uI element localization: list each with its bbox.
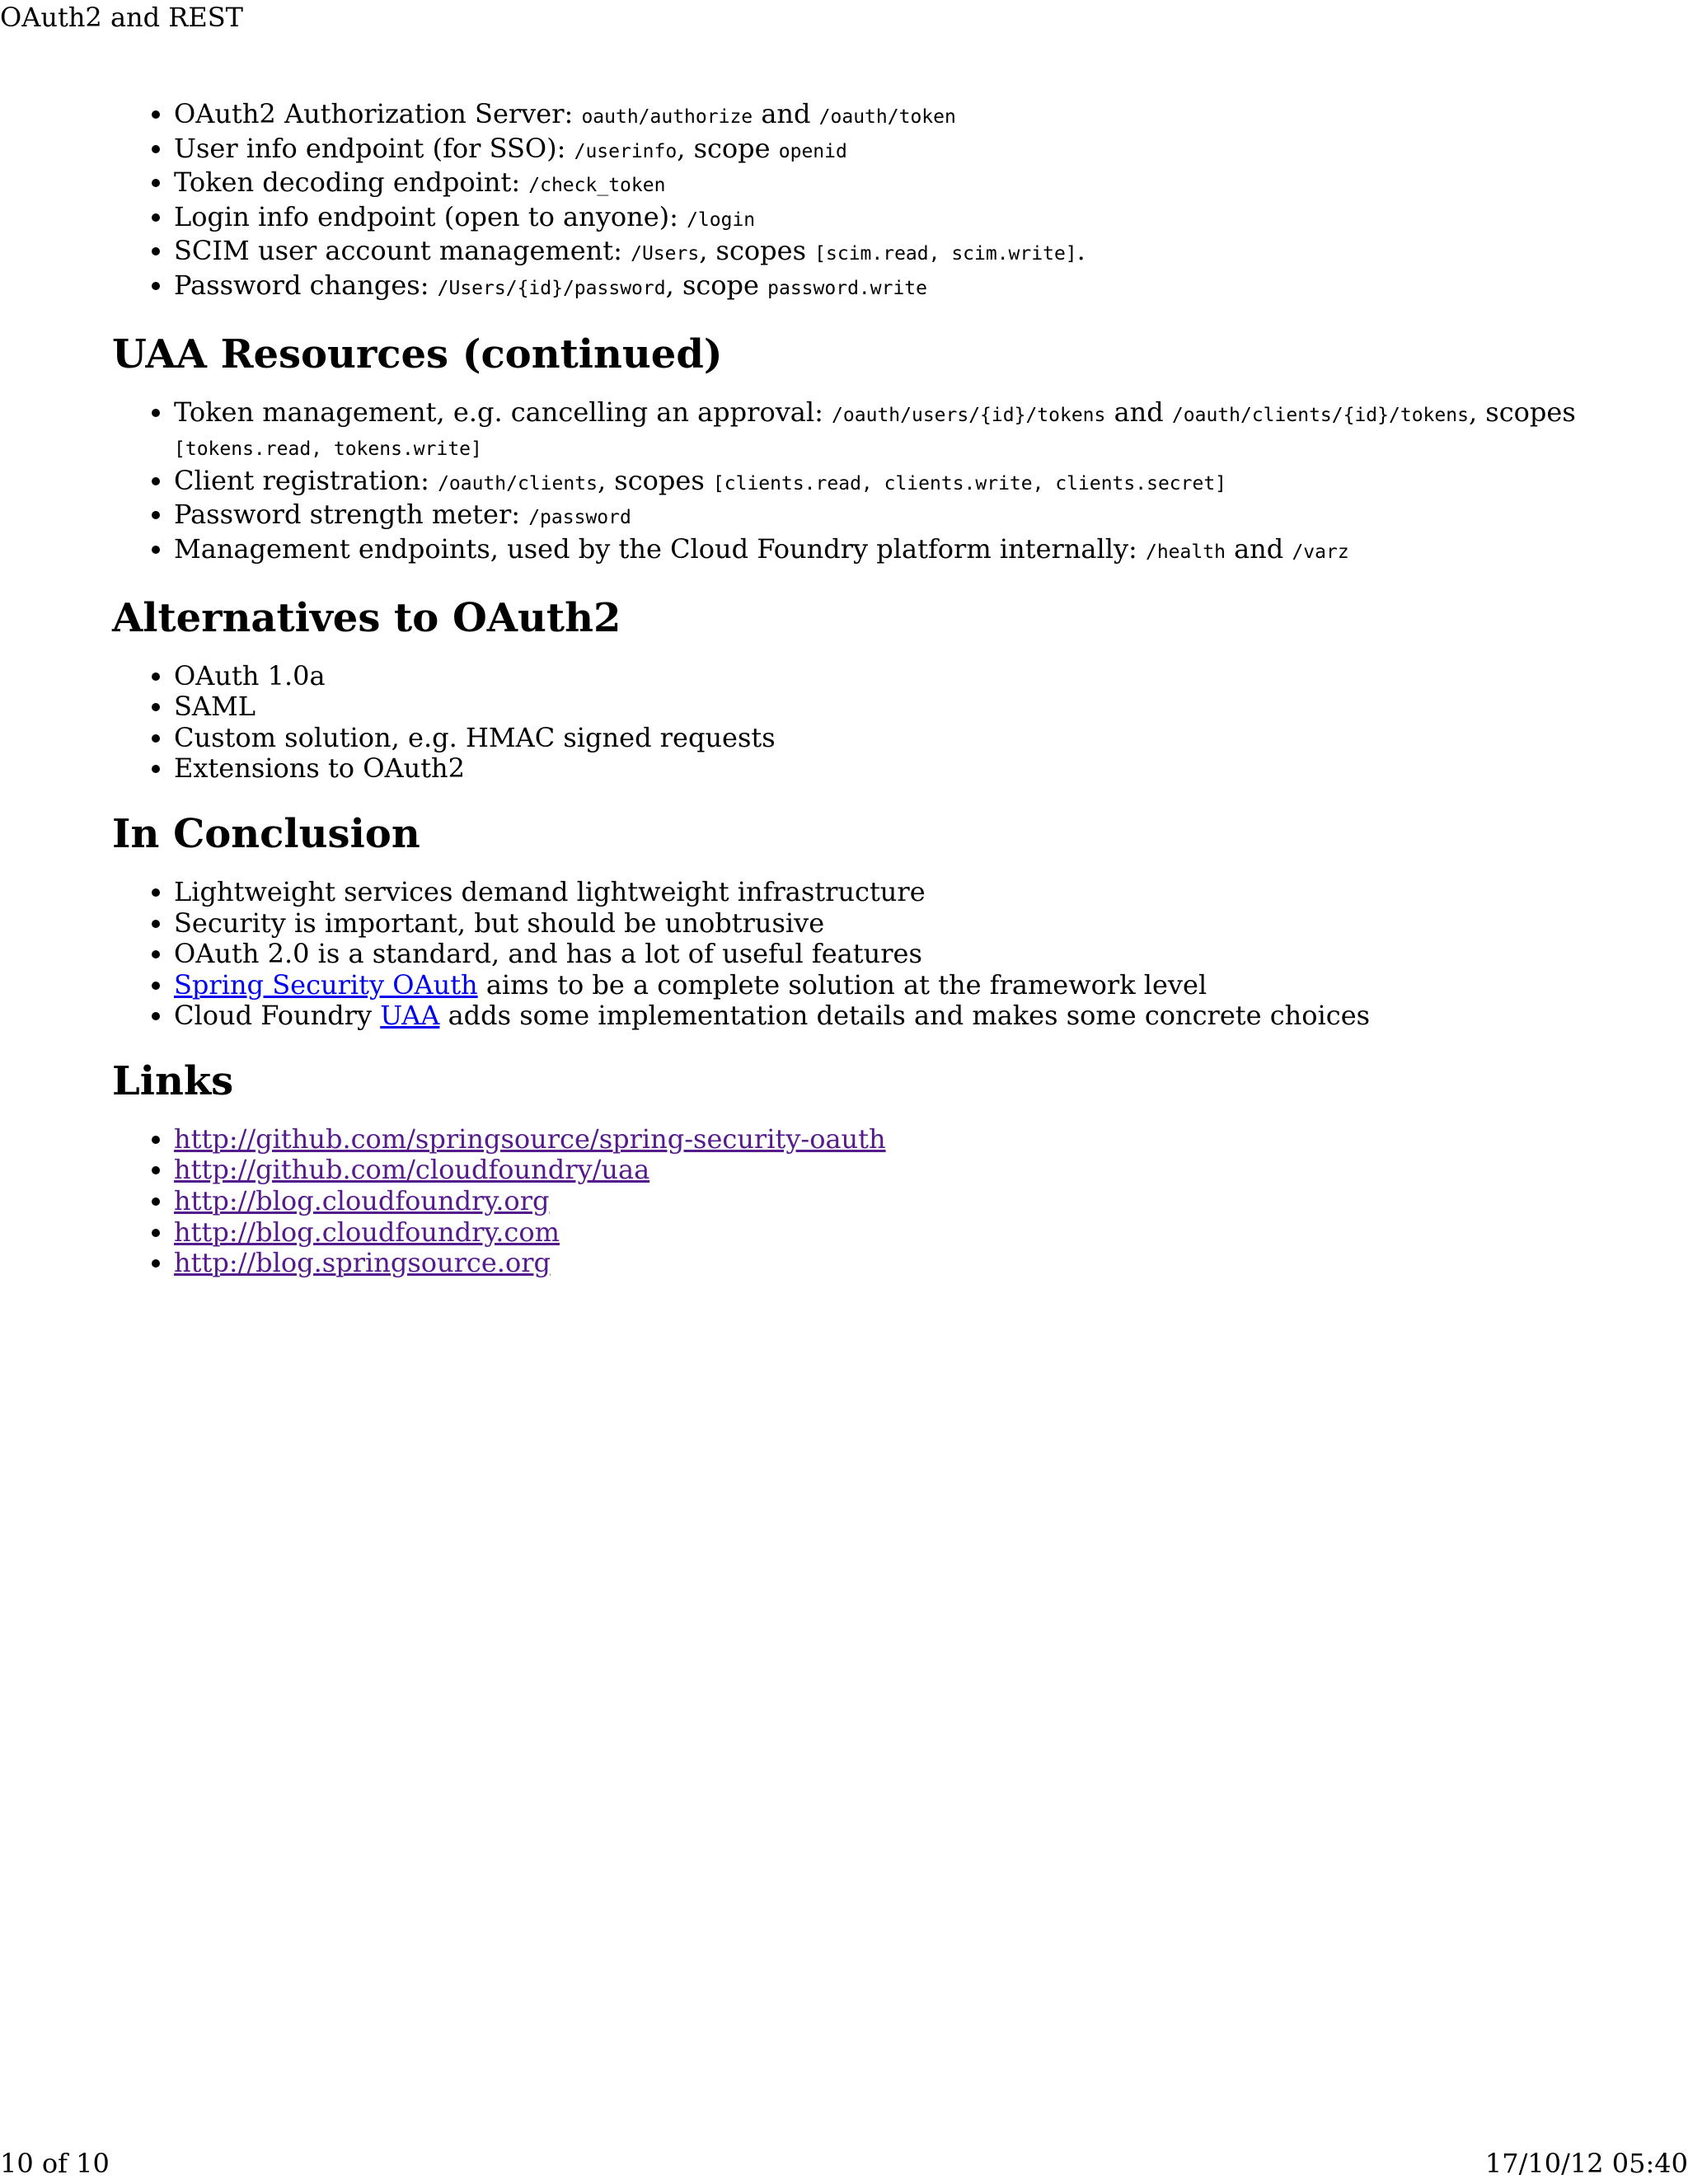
list-item: [174, 1217, 1662, 1249]
links-list: [112, 1124, 1662, 1279]
link-blog-cloudfoundry-com[interactable]: http://blog.cloudfoundry.com: [174, 1216, 560, 1248]
list-item: • Password changes: /Users/{id}/password, scope password.write: [174, 270, 1662, 305]
page-header-title: OAuth2 and REST: [0, 2, 244, 33]
section-heading-alternatives: Alternatives to OAuth2: [112, 594, 621, 641]
list-item: • Client registration: /oauth/clients, scopes [clients.read, clients.write, clients.secret]: [174, 466, 1662, 500]
list-item: • Login info endpoint (open to anyone): /login: [174, 202, 1662, 237]
list-item: • Spring Security OAuth aims to be a complete solution at the framework level: [174, 970, 1662, 1001]
uaa-resources-list: [112, 397, 1662, 569]
list-item: [174, 1186, 1662, 1217]
list-item: [174, 1124, 1662, 1155]
list-item: • Cloud Foundry UAA adds some implementation details and makes some concrete choices: [174, 1001, 1662, 1032]
list-item: • Security is important, but should be unobtrusive: [174, 908, 1662, 940]
list-item: • Lightweight services demand lightweight infrastructure: [174, 877, 1662, 908]
list-item: • OAuth 2.0 is a standard, and has a lot of useful features: [174, 939, 1662, 970]
link-blog-cloudfoundry-org[interactable]: http://blog.cloudfoundry.org: [174, 1185, 550, 1217]
list-item: • Extensions to OAuth2: [174, 753, 1662, 785]
link-uaa-github[interactable]: http://github.com/cloudfoundry/uaa: [174, 1154, 650, 1186]
list-item: • Management endpoints, used by the Cloud Foundry platform internally: /health and /varz: [174, 534, 1662, 569]
uaa-link[interactable]: UAA: [380, 1000, 440, 1032]
section-heading-conclusion: In Conclusion: [112, 810, 420, 857]
section-heading-uaa-resources: UAA Resources (continued): [112, 330, 723, 377]
list-item: • Password strength meter: /password: [174, 499, 1662, 534]
list-item: • Custom solution, e.g. HMAC signed requests: [174, 723, 1662, 754]
alternatives-list: [112, 661, 1662, 785]
list-item: [174, 1248, 1662, 1279]
list-item: • SAML: [174, 691, 1662, 723]
list-item: • Token management, e.g. cancelling an approval: /oauth/users/{id}/tokens and /oauth/clients/{id}/tokens, scopes [tokens.read, tokens.write]: [174, 397, 1662, 466]
page-number: 10 of 10: [0, 2148, 110, 2179]
link-spring-security-oauth-github[interactable]: http://github.com/springsource/spring-security-oauth: [174, 1122, 886, 1155]
intro-list: [112, 99, 1662, 305]
page-content: [112, 82, 1662, 1279]
list-item: • OAuth 1.0a: [174, 661, 1662, 692]
list-item: • SCIM user account management: /Users, scopes [scim.read, scim.write].: [174, 236, 1662, 270]
list-item: • Token decoding endpoint: /check_token: [174, 167, 1662, 202]
print-timestamp: 17/10/12 05:40: [1484, 2148, 1688, 2179]
link-blog-springsource-org[interactable]: http://blog.springsource.org: [174, 1247, 551, 1279]
list-item: [174, 1155, 1662, 1186]
spring-security-oauth-link[interactable]: Spring Security OAuth: [174, 968, 478, 1001]
list-item: • User info endpoint (for SSO): /userinfo, scope openid: [174, 134, 1662, 168]
section-heading-links: Links: [112, 1057, 234, 1104]
list-item: • OAuth2 Authorization Server: oauth/authorize and /oauth/token: [174, 99, 1662, 134]
conclusion-list: [112, 877, 1662, 1032]
